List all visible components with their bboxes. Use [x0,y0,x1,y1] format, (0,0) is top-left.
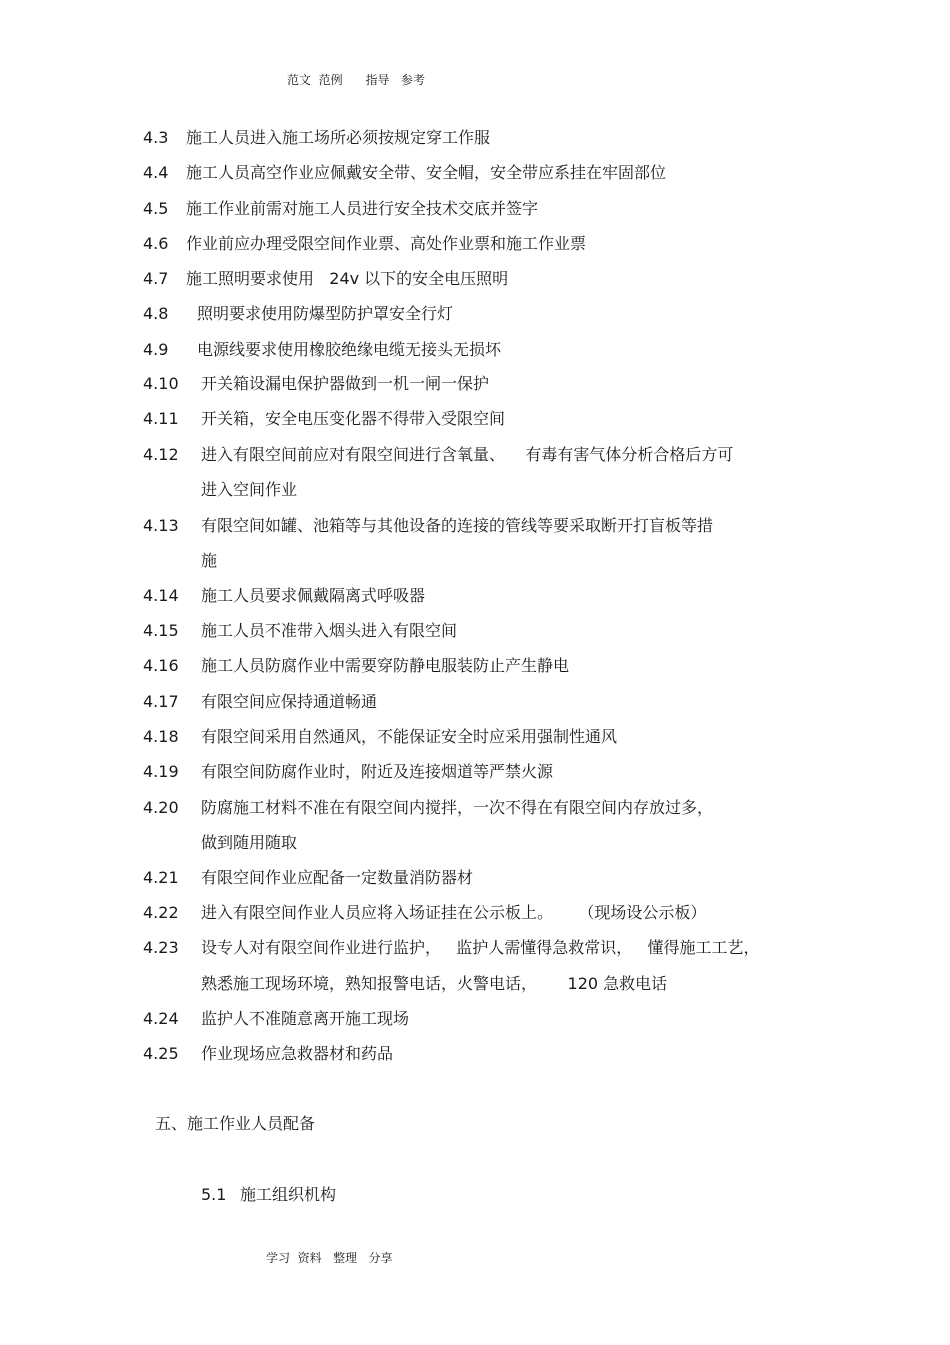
list-item [143,128,490,148]
item-continuation: 做到随用随取 [201,833,298,852]
section-heading: 五、施工作业人员配备 [155,1114,316,1133]
list-item [143,903,706,923]
item-text: 开关箱设漏电保护器做到一机一闸一保护 [201,374,490,393]
item-text: 电源线要求使用橡胶绝缘电缆无接头无损坏 [197,340,502,359]
list-item [143,692,377,712]
item-text: 施工人员高空作业应佩戴安全带、安全帽，安全带应系挂在牢固部位 [186,163,667,182]
item-number: 4.15 [143,621,179,640]
item-number: 4.16 [143,656,179,675]
item-number: 4.19 [143,762,179,781]
item-number: 4.13 [143,516,179,535]
item-continuation: 熟悉施工现场环境，熟知报警电话，火警电话， 120 急救电话 [201,974,668,993]
list-item [143,938,760,958]
item-number: 4.17 [143,692,179,711]
list-item [143,621,457,641]
item-number: 4.5 [143,199,169,218]
list-item [143,445,733,465]
item-text: 有限空间作业应配备一定数量消防器材 [201,868,474,887]
list-item [143,409,505,429]
item-text: 有限空间防腐作业时，附近及连接烟道等严禁火源 [201,762,554,781]
list-item [143,304,453,324]
list-item [143,586,425,606]
item-text: 作业现场应急救器材和药品 [201,1044,394,1063]
item-text: 照明要求使用防爆型防护罩安全行灯 [197,304,454,323]
item-text: 设专人对有限空间作业进行监护， 监护人需懂得急救常识， 懂得施工工艺， [201,938,760,957]
item-text: 施工人员防腐作业中需要穿防静电服装防止产生静电 [201,656,570,675]
item-text: 开关箱，安全电压变化器不得带入受限空间 [201,409,506,428]
item-text: 有限空间如罐、池箱等与其他设备的连接的管线等要采取断开打盲板等措 [201,516,714,535]
item-text: 监护人不准随意离开施工现场 [201,1009,410,1028]
list-item [143,163,666,183]
subsection-text: 施工组织机构 [240,1185,337,1204]
list-item [143,199,538,219]
page-footer: 学习 资料 整理 分享 [266,1251,393,1265]
item-text: 有限空间采用自然通风，不能保证安全时应采用强制性通风 [201,727,618,746]
item-text: 进入有限空间作业人员应将入场证挂在公示板上。 （现场设公示板） [201,903,707,922]
item-number: 4.20 [143,798,179,817]
item-text: 施工照明要求使用 24v 以下的安全电压照明 [186,269,509,288]
item-text: 施工人员要求佩戴隔离式呼吸器 [201,586,426,605]
list-item [143,269,508,289]
item-number: 4.25 [143,1044,179,1063]
item-number: 4.24 [143,1009,179,1028]
list-item [143,656,569,676]
item-number: 4.14 [143,586,179,605]
item-number: 4.23 [143,938,179,957]
item-text: 施工作业前需对施工人员进行安全技术交底并签字 [186,199,539,218]
item-text: 有限空间应保持通道畅通 [201,692,378,711]
item-continuation: 施 [201,551,218,570]
item-text: 施工人员不准带入烟头进入有限空间 [201,621,458,640]
item-number: 4.10 [143,374,179,393]
page-header: 范文 范例 指导 参考 [287,73,425,87]
item-number: 4.9 [143,340,169,359]
list-item [143,516,713,536]
list-item [143,1044,393,1064]
list-item [143,762,553,782]
list-item [143,374,489,394]
item-number: 4.8 [143,304,169,323]
subsection-heading [201,1185,336,1205]
item-text: 防腐施工材料不准在有限空间内搅拌，一次不得在有限空间内存放过多， [201,798,714,817]
list-item [143,1009,409,1029]
item-number: 4.18 [143,727,179,746]
item-number: 4.6 [143,234,169,253]
list-item [143,798,713,818]
list-item [143,727,617,747]
subsection-number: 5.1 [201,1185,227,1204]
item-number: 4.3 [143,128,169,147]
item-text: 进入有限空间前应对有限空间进行含氧量、 有毒有害气体分析合格后方可 [201,445,734,464]
item-continuation: 进入空间作业 [201,480,298,499]
list-item [143,340,501,360]
item-number: 4.21 [143,868,179,887]
list-item [143,234,586,254]
item-number: 4.7 [143,269,169,288]
item-text: 施工人员进入施工场所必须按规定穿工作服 [186,128,491,147]
item-number: 4.12 [143,445,179,464]
item-number: 4.22 [143,903,179,922]
item-number: 4.4 [143,163,169,182]
list-item [143,868,473,888]
item-number: 4.11 [143,409,179,428]
item-text: 作业前应办理受限空间作业票、高处作业票和施工作业票 [186,234,587,253]
